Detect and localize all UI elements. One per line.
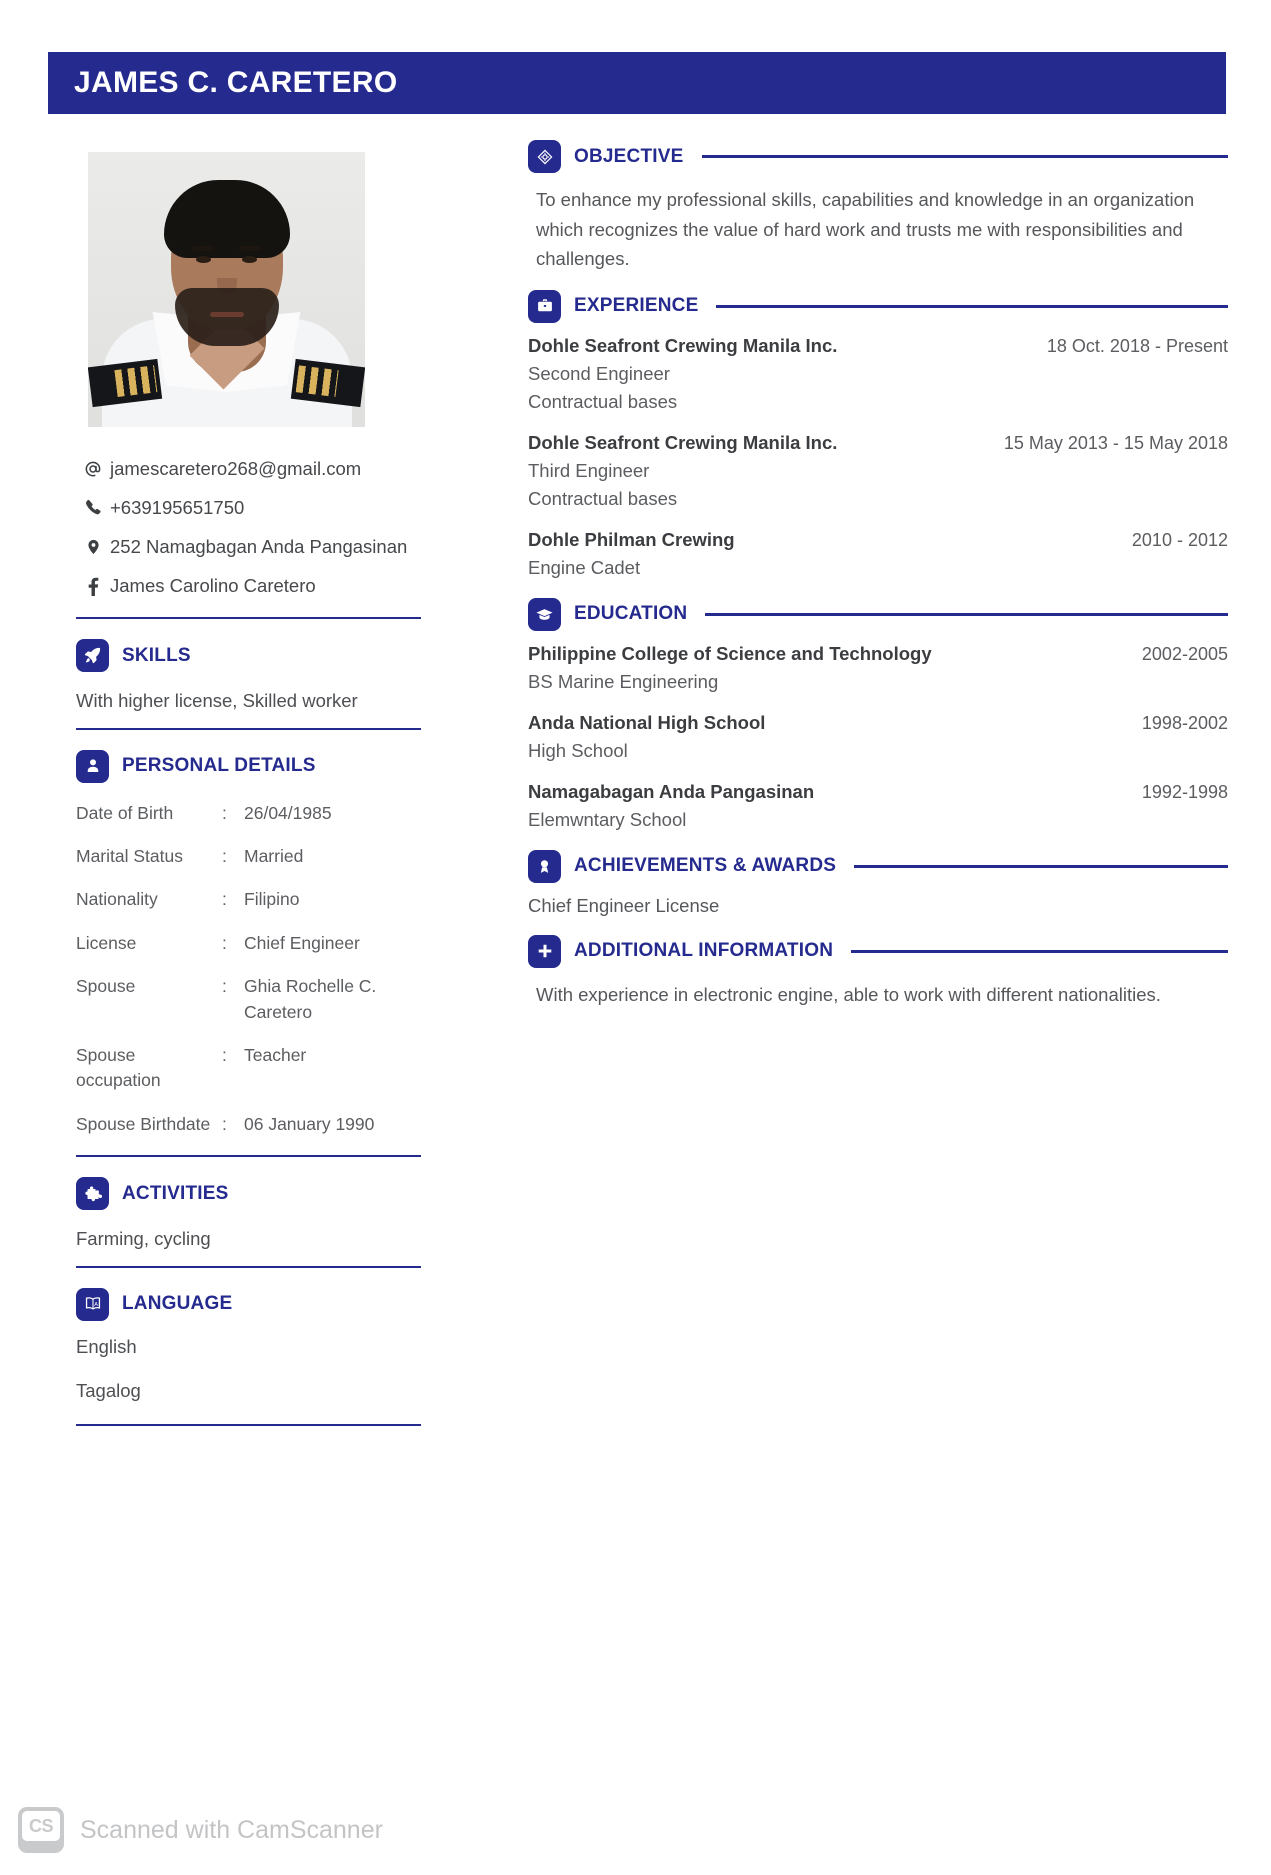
education-entry (528, 712, 1228, 762)
award-ribbon-icon (528, 850, 561, 883)
language-item: English (76, 1335, 137, 1357)
pd-label: Spouse occupation (76, 1044, 161, 1091)
section-experience-title: EXPERIENCE (574, 295, 699, 317)
pd-label: Spouse Birthdate (76, 1113, 211, 1134)
education-degree: High School (528, 739, 628, 761)
section-language-body (76, 1336, 421, 1402)
experience-entry (528, 432, 1228, 510)
camscanner-text: Scanned with CamScanner (80, 1815, 383, 1844)
section-objective-title: OBJECTIVE (574, 145, 684, 167)
contact-email: jamescaretero268@gmail.com (110, 457, 362, 479)
activities-text: Farming, cycling (76, 1228, 211, 1250)
camscanner-logo-text: CS (22, 1811, 60, 1841)
experience-role: Engine Cadet (528, 556, 641, 578)
section-rule (851, 950, 1228, 953)
education-degree: Elemwntary School (528, 808, 687, 830)
table-row (76, 1112, 421, 1137)
pd-separator: : (222, 802, 227, 823)
experience-date: 18 Oct. 2018 - Present (1046, 335, 1228, 356)
experience-note: Contractual bases (528, 390, 678, 412)
education-entry (528, 781, 1228, 831)
experience-note: Contractual bases (528, 487, 678, 509)
section-rule (716, 305, 1228, 308)
target-diamond-icon (528, 140, 561, 173)
pd-value: Ghia Rochelle C. Caretero (244, 976, 377, 1022)
table-row (76, 844, 421, 869)
contact-row-email[interactable] (76, 449, 421, 488)
experience-role: Second Engineer (528, 362, 670, 384)
pd-label: Spouse (76, 976, 136, 997)
contact-phone: +639195651750 (110, 496, 245, 518)
education-school: Anda National High School (528, 711, 766, 733)
section-achievements-title: ACHIEVEMENTS & AWARDS (574, 855, 837, 877)
page-title: JAMES C. CARETERO (74, 66, 398, 99)
table-row (76, 1043, 421, 1094)
section-personal-details-header (76, 750, 421, 783)
contact-facebook: James Carolino Caretero (110, 574, 316, 596)
section-rule (854, 865, 1228, 868)
pd-label: License (76, 932, 137, 953)
table-row (76, 931, 421, 956)
pd-separator: : (222, 1044, 227, 1065)
profile-photo (88, 152, 365, 427)
table-row (76, 974, 421, 1025)
section-rule (705, 613, 1228, 616)
section-language-header (76, 1288, 421, 1321)
section-achievements-header (528, 850, 1228, 883)
section-language-title: LANGUAGE (122, 1293, 233, 1315)
section-personal-details-title: PERSONAL DETAILS (122, 755, 316, 777)
experience-entry (528, 335, 1228, 413)
right-column (528, 140, 1228, 1025)
pd-separator: : (222, 889, 227, 910)
facebook-icon (76, 576, 110, 596)
location-pin-icon (76, 537, 110, 557)
section-objective-header (528, 140, 1228, 173)
pd-value: Married (244, 846, 304, 867)
divider-contact (76, 617, 421, 619)
divider-activities (76, 1266, 421, 1268)
contact-address: 252 Namagbagan Anda Pangasinan (110, 535, 408, 557)
section-objective (528, 140, 1228, 274)
section-education-header (528, 598, 1228, 631)
pd-value: 26/04/1985 (244, 802, 332, 823)
contact-row-address (76, 527, 421, 566)
section-skills-title: SKILLS (122, 644, 191, 666)
contact-row-phone[interactable] (76, 488, 421, 527)
section-skills-header (76, 639, 421, 672)
section-rule (702, 155, 1229, 158)
plus-icon (528, 935, 561, 968)
skills-text: With higher license, Skilled worker (76, 690, 358, 711)
section-education (528, 598, 1228, 831)
section-activities-header (76, 1177, 421, 1210)
experience-role: Third Engineer (528, 459, 650, 481)
experience-date: 15 May 2013 - 15 May 2018 (1003, 432, 1228, 453)
pd-value: 06 January 1990 (244, 1113, 375, 1134)
education-date: 2002-2005 (1141, 643, 1228, 664)
section-experience (528, 290, 1228, 579)
section-additional-title: ADDITIONAL INFORMATION (574, 940, 834, 962)
experience-company: Dohle Seafront Crewing Manila Inc. (528, 431, 838, 453)
divider-personal-details (76, 1155, 421, 1157)
section-achievements (528, 850, 1228, 917)
pd-value: Teacher (244, 1044, 307, 1065)
pd-label: Marital Status (76, 846, 183, 867)
experience-company: Dohle Philman Crewing (528, 528, 735, 550)
pd-value: Filipino (244, 889, 300, 910)
personal-details-table (76, 801, 421, 1137)
language-item: Tagalog (76, 1379, 141, 1401)
pd-separator: : (222, 1113, 227, 1134)
education-date: 1992-1998 (1141, 781, 1228, 802)
experience-date: 2010 - 2012 (1131, 529, 1228, 550)
person-icon (76, 750, 109, 783)
objective-text: To enhance my professional skills, capabilities and knowledge in an organization which recognizes the value of hard work and trusts me with responsibilities and challenges. (536, 189, 1195, 270)
achievements-text: Chief Engineer License (528, 894, 720, 916)
rocket-icon (76, 639, 109, 672)
education-date: 1998-2002 (1141, 712, 1228, 733)
left-column (76, 152, 421, 1426)
phone-icon (76, 498, 110, 517)
contact-row-facebook[interactable] (76, 566, 421, 605)
briefcase-icon (528, 290, 561, 323)
education-entry (528, 643, 1228, 693)
puzzle-icon (76, 1177, 109, 1210)
section-additional-header (528, 935, 1228, 968)
section-activities-body (76, 1225, 421, 1254)
pd-separator: : (222, 932, 227, 953)
experience-entry (528, 529, 1228, 579)
translate-book-icon (76, 1288, 109, 1321)
education-school: Philippine College of Science and Technology (528, 642, 932, 664)
pd-value: Chief Engineer (244, 932, 360, 953)
section-experience-header (528, 290, 1228, 323)
education-school: Namagabagan Anda Pangasinan (528, 780, 815, 802)
education-degree: BS Marine Engineering (528, 670, 719, 692)
section-additional-information (528, 935, 1228, 1010)
additional-text: With experience in electronic engine, able to work with different nationalities. (536, 983, 1161, 1005)
pd-label: Date of Birth (76, 802, 174, 823)
pd-separator: : (222, 846, 227, 867)
name-header-bar (48, 52, 1226, 114)
table-row (76, 887, 421, 912)
at-icon (76, 459, 110, 479)
camscanner-watermark (18, 1807, 383, 1853)
divider-language (76, 1424, 421, 1426)
pd-label: Nationality (76, 889, 158, 910)
section-activities-title: ACTIVITIES (122, 1182, 229, 1204)
divider-skills (76, 728, 421, 730)
section-education-title: EDUCATION (574, 603, 688, 625)
table-row (76, 801, 421, 826)
experience-company: Dohle Seafront Crewing Manila Inc. (528, 334, 838, 356)
svg-text:A: A (93, 1302, 98, 1309)
camscanner-logo-icon (18, 1807, 64, 1853)
graduation-cap-icon (528, 598, 561, 631)
section-skills-body (76, 687, 421, 716)
contact-list (76, 449, 421, 605)
pd-separator: : (222, 976, 227, 997)
